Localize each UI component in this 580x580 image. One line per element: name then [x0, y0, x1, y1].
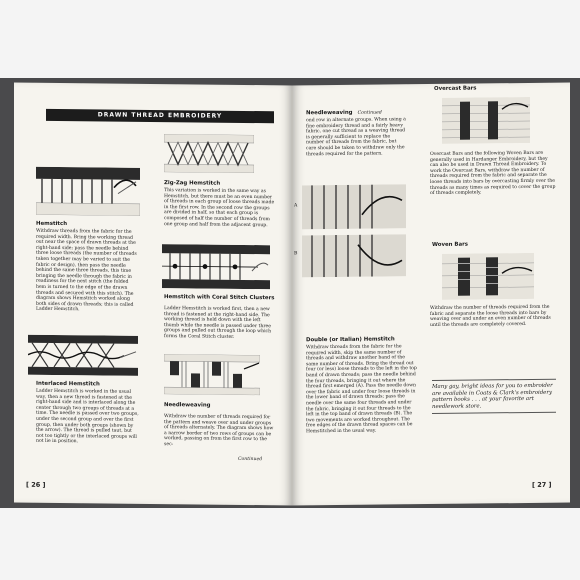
left-page-number: [ 26 ] [26, 480, 46, 489]
interlaced-text: Ladder Hemstitch is worked in the usual way, then a new thread is fastened at the right-hand side and is interlaced along the center through two groups of threads at a time. The needle is passed over two groups, under the second group and over the first group, then under both groups (shown by the arrow). The thread is pulled taut, but not too tightly or the interlaced groups will not lie in position. [36, 388, 139, 445]
hemstitch-text: Withdraw threads from the fabric for the required width. Bring the working thread out near the space of drawn threads at the right-hand side; pass the needle behind three loose threads (the number of threads taken together may be varied to suit the fabric or design), then pass the needle behind the same three threads, this time bringing the needle through the fabric in readiness for the next stitch (the folded hem is turned to the edge of the drawn threads and secured with this stitch). The diagram shows Hemstitch worked along both sides of drawn threads; this is called Ladder Hemstitch. [36, 228, 137, 313]
hemstitch-heading: Hemstitch [36, 220, 68, 228]
coral-text: Ladder Hemstitch is worked first, then a new thread is fastened at the right-hand side. The working thread is held down with the left thumb while the needle is passed under three groups and pulled out through the loop which forms the Coral Stitch cluster. [164, 306, 272, 340]
section-banner: DRAWN THREAD EMBROIDERY [46, 109, 274, 123]
double-hemstitch-heading: Double (or Italian) Hemstitch [306, 336, 395, 344]
double-hemstitch-diagram-b [302, 234, 406, 277]
right-page-number: [ 27 ] [532, 480, 552, 489]
needleweaving-continued: Continued [238, 456, 263, 463]
pattern-books-note: Many gay, bright ideas for you to embroider are available in Coats & Clark's embroidery pattern books . . . at your favorite art needlework store. [432, 379, 556, 415]
left-page [14, 83, 292, 506]
overcast-heading: Overcast Bars [434, 85, 477, 92]
open-booklet [14, 84, 570, 504]
needleweaving-text: Withdraw the number of threads required for the pattern and weave over and under groups of threads alternately. The diagram shows how a narrow border of two rows of groups can be worked, passing on from the first row to the sec- [164, 414, 274, 448]
woven-diagram [442, 253, 534, 300]
needleweaving-cont-text: ond row in alternate groups. When using a fine embroidery thread and a fairly heavy fabric, one cut thread as a weaving thread is generally sufficient to replace the number of threads from the fabric, but care should be taken to withdraw only the threads required for the pattern. [306, 117, 406, 157]
woven-heading: Woven Bars [432, 241, 468, 248]
zigzag-heading: Zig-Zag Hemstitch [164, 180, 221, 187]
overcast-diagram [442, 97, 530, 144]
zigzag-diagram [164, 134, 254, 173]
right-page [292, 83, 570, 506]
needleweaving-diagram [164, 354, 260, 395]
zigzag-text: This variation is worked in the same way as Hemstitch, but there must be an even number of threads in each group of loose threads made in the first row. In the second row the groups are divided in half, so that each group is composed of half the number of threads from one group and half from the adjacent group. [164, 188, 275, 228]
label-b: B [294, 251, 298, 257]
double-hemstitch-diagram-a [302, 184, 406, 229]
woven-text: Withdraw the number of threads required from the fabric and separate the loose threads into bars by weaving over and under an even number of threads until the threads are completely covered. [430, 304, 551, 328]
needleweaving-heading: Needleweaving [164, 402, 211, 409]
overcast-text: Overcast Bars and the following Woven Bars are generally used in Hardanger Embroidery, but they can also be used in Drawn Thread Embroidery. To work the Overcast Bars, withdraw the number of threads required from the fabric and separate the loose threads into bars by overcasting firmly over the threads as many times as required to cover the group of threads completely. [430, 150, 556, 197]
double-hemstitch-text: Withdraw threads from the fabric for the required width, skip the same number of threads and withdraw another band of the same number of threads. Bring the thread out four (or less) loose threads to the left in the top band of drawn threads; pass the needle behind the four threads, bringing it out where the thread first emerged (A). Pass the needle down over the fabric and under four loose threads in the lower band of drawn threads; pass the needle over the same four threads and under the fabric, bringing it out four threads to the left in the top band of drawn threads (B). The two movements are worked throughout. The free edges of the drawn thread spaces can be Hemstitched in the usual way. [306, 344, 417, 435]
coral-heading: Hemstitch with Coral Stitch Clusters [164, 294, 275, 302]
interlaced-diagram [28, 335, 138, 376]
label-a: A [294, 203, 298, 209]
hemstitch-diagram [36, 167, 140, 216]
needleweaving-cont-heading: Needleweaving [306, 109, 353, 117]
needleweaving-cont-continued: Continued [357, 110, 382, 116]
needleweaving-cont-block [306, 98, 406, 157]
interlaced-heading: Interlaced Hemstitch [36, 380, 100, 388]
coral-diagram [162, 244, 270, 289]
